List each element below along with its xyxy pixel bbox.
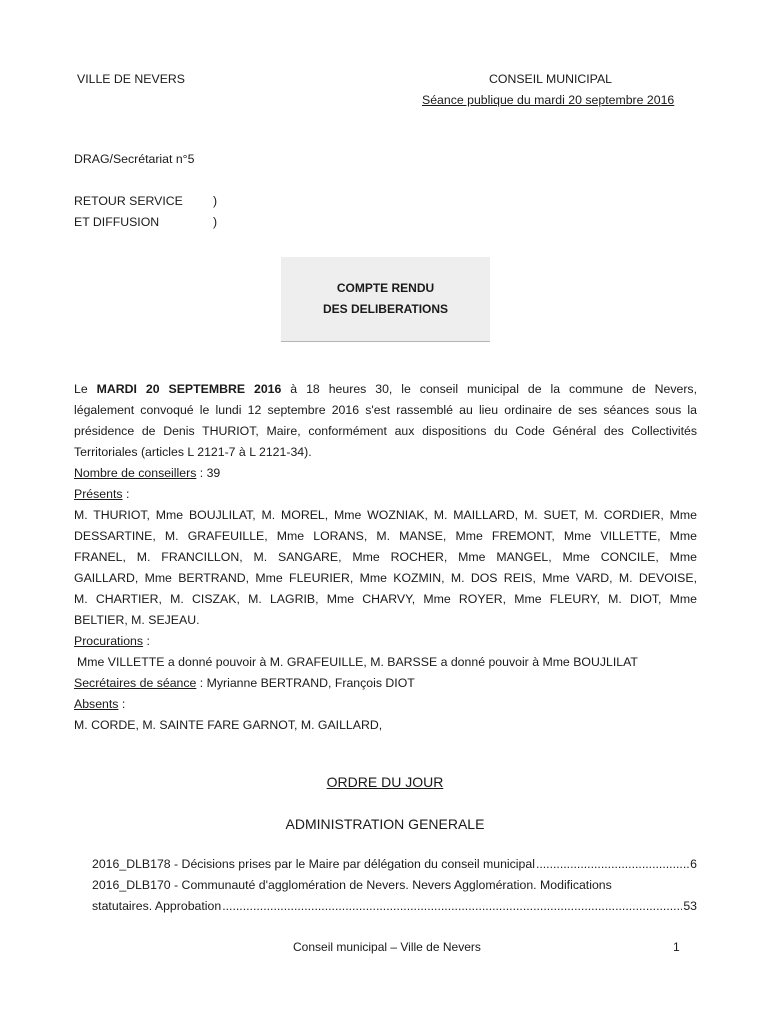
routing-diffusion bbox=[74, 215, 159, 229]
title-line2: DES DELIBERATIONS bbox=[322, 302, 449, 316]
presents-label: Présents bbox=[74, 487, 123, 501]
routing-paren-1: ) bbox=[213, 194, 218, 208]
toc-item-1[interactable] bbox=[92, 857, 697, 871]
conseillers-label: Nombre de conseillers bbox=[74, 466, 197, 480]
intro-paragraph bbox=[74, 379, 697, 463]
footer-text: Conseil municipal – Ville de Nevers bbox=[293, 940, 481, 954]
toc-item-2-text: statutaires. Approbation bbox=[92, 899, 222, 913]
title-box bbox=[281, 257, 490, 342]
intro-line-3: présidence de Denis THURIOT, Maire, conformément aux dispositions du Code Général des Collectivités bbox=[74, 424, 697, 438]
presents-line-1: M. THURIOT, Mme BOUJLILAT, M. MOREL, Mme WOZNIAK, M. MAILLARD, M. SUET, M. CORDIER, Mme bbox=[74, 508, 697, 522]
intro-le: Le bbox=[74, 382, 88, 396]
intro-line1-rest: à 18 heures 30, le conseil municipal de la commune de Nevers, bbox=[290, 382, 697, 396]
header-council-title: CONSEIL MUNICIPAL bbox=[489, 72, 612, 86]
absents-heading bbox=[74, 694, 697, 715]
secretaires-label: Secrétaires de séance bbox=[74, 676, 197, 690]
routing-line2-label: ET DIFFUSION bbox=[74, 215, 160, 229]
header-city: VILLE DE NEVERS bbox=[77, 72, 185, 86]
toc-item-2[interactable] bbox=[92, 899, 697, 913]
toc-item-2-line1[interactable]: 2016_DLB170 - Communauté d'agglomération de Nevers. Nevers Agglomération. Modifications bbox=[92, 878, 612, 892]
presents-line-4: GAILLARD, Mme BERTRAND, Mme FLEURIER, Mme KOZMIN, M. DOS REIS, Mme VARD, M. DEVOISE, bbox=[74, 571, 697, 585]
procurations-label: Procurations bbox=[74, 634, 144, 648]
toc-item-1-page: 6 bbox=[690, 857, 697, 871]
agenda-section-title: ADMINISTRATION GENERALE bbox=[285, 816, 485, 832]
intro-date: MARDI 20 SEPTEMBRE 2016 bbox=[96, 382, 282, 396]
absents-text: M. CORDE, M. SAINTE FARE GARNOT, M. GAILLARD, bbox=[74, 718, 383, 732]
intro-line-4: Territoriales (articles L 2121-7 à L 2121-34). bbox=[74, 445, 312, 459]
procurations-colon: : bbox=[143, 634, 150, 648]
toc-leader-dots bbox=[536, 857, 689, 871]
procurations-heading bbox=[74, 631, 697, 652]
footer-page-number: 1 bbox=[673, 940, 680, 954]
presents-line-3: FRANEL, M. FRANCILLON, M. SANGARE, Mme ROCHER, Mme MANGEL, Mme CONCILE, Mme bbox=[74, 550, 697, 564]
routing-retour-service bbox=[74, 194, 183, 208]
agenda-heading: ORDRE DU JOUR bbox=[326, 774, 444, 790]
conseillers-count bbox=[74, 463, 697, 484]
presents-heading bbox=[74, 484, 697, 505]
toc-item-1-text: 2016_DLB178 - Décisions prises par le Maire par délégation du conseil municipal bbox=[92, 857, 535, 871]
procurations-text: Mme VILLETTE a donné pouvoir à M. GRAFEUILLE, M. BARSSE a donné pouvoir à Mme BOUJLILAT bbox=[77, 655, 638, 669]
document-reference: DRAG/Secrétariat n°5 bbox=[74, 152, 195, 166]
routing-paren-2: ) bbox=[213, 215, 218, 229]
presents-line-2: DESSARTINE, M. GRAFEUILLE, Mme LORANS, M. MANSE, Mme FREMONT, Mme VILLETTE, Mme bbox=[74, 529, 697, 543]
secretaires-line bbox=[74, 673, 697, 694]
attendance-section bbox=[74, 463, 697, 736]
absents-label: Absents bbox=[74, 697, 119, 711]
toc-leader-dots bbox=[222, 899, 682, 913]
secretaires-value: : Myrianne BERTRAND, François DIOT bbox=[196, 676, 415, 690]
presents-line-6: BELTIER, M. SEJEAU. bbox=[74, 613, 200, 627]
absents-colon: : bbox=[118, 697, 126, 711]
toc-item-2-page: 53 bbox=[683, 899, 697, 913]
conseillers-value: : 39 bbox=[196, 466, 221, 480]
intro-line-2: légalement convoqué le lundi 12 septembre 2016 s'est rassemblé au lieu ordinaire de ses séances sous la bbox=[74, 403, 697, 417]
intro-line-1 bbox=[74, 379, 697, 400]
presents-colon: : bbox=[122, 487, 130, 501]
title-line1: COMPTE RENDU bbox=[336, 281, 435, 295]
presents-line-5: M. CHARTIER, M. CISZAK, M. LAGRIB, Mme CHARVY, Mme ROYER, Mme FLEURY, M. DIOT, Mme bbox=[74, 592, 697, 606]
routing-line1-label: RETOUR SERVICE bbox=[74, 194, 183, 208]
header-session-date: Séance publique du mardi 20 septembre 2016 bbox=[422, 93, 675, 107]
